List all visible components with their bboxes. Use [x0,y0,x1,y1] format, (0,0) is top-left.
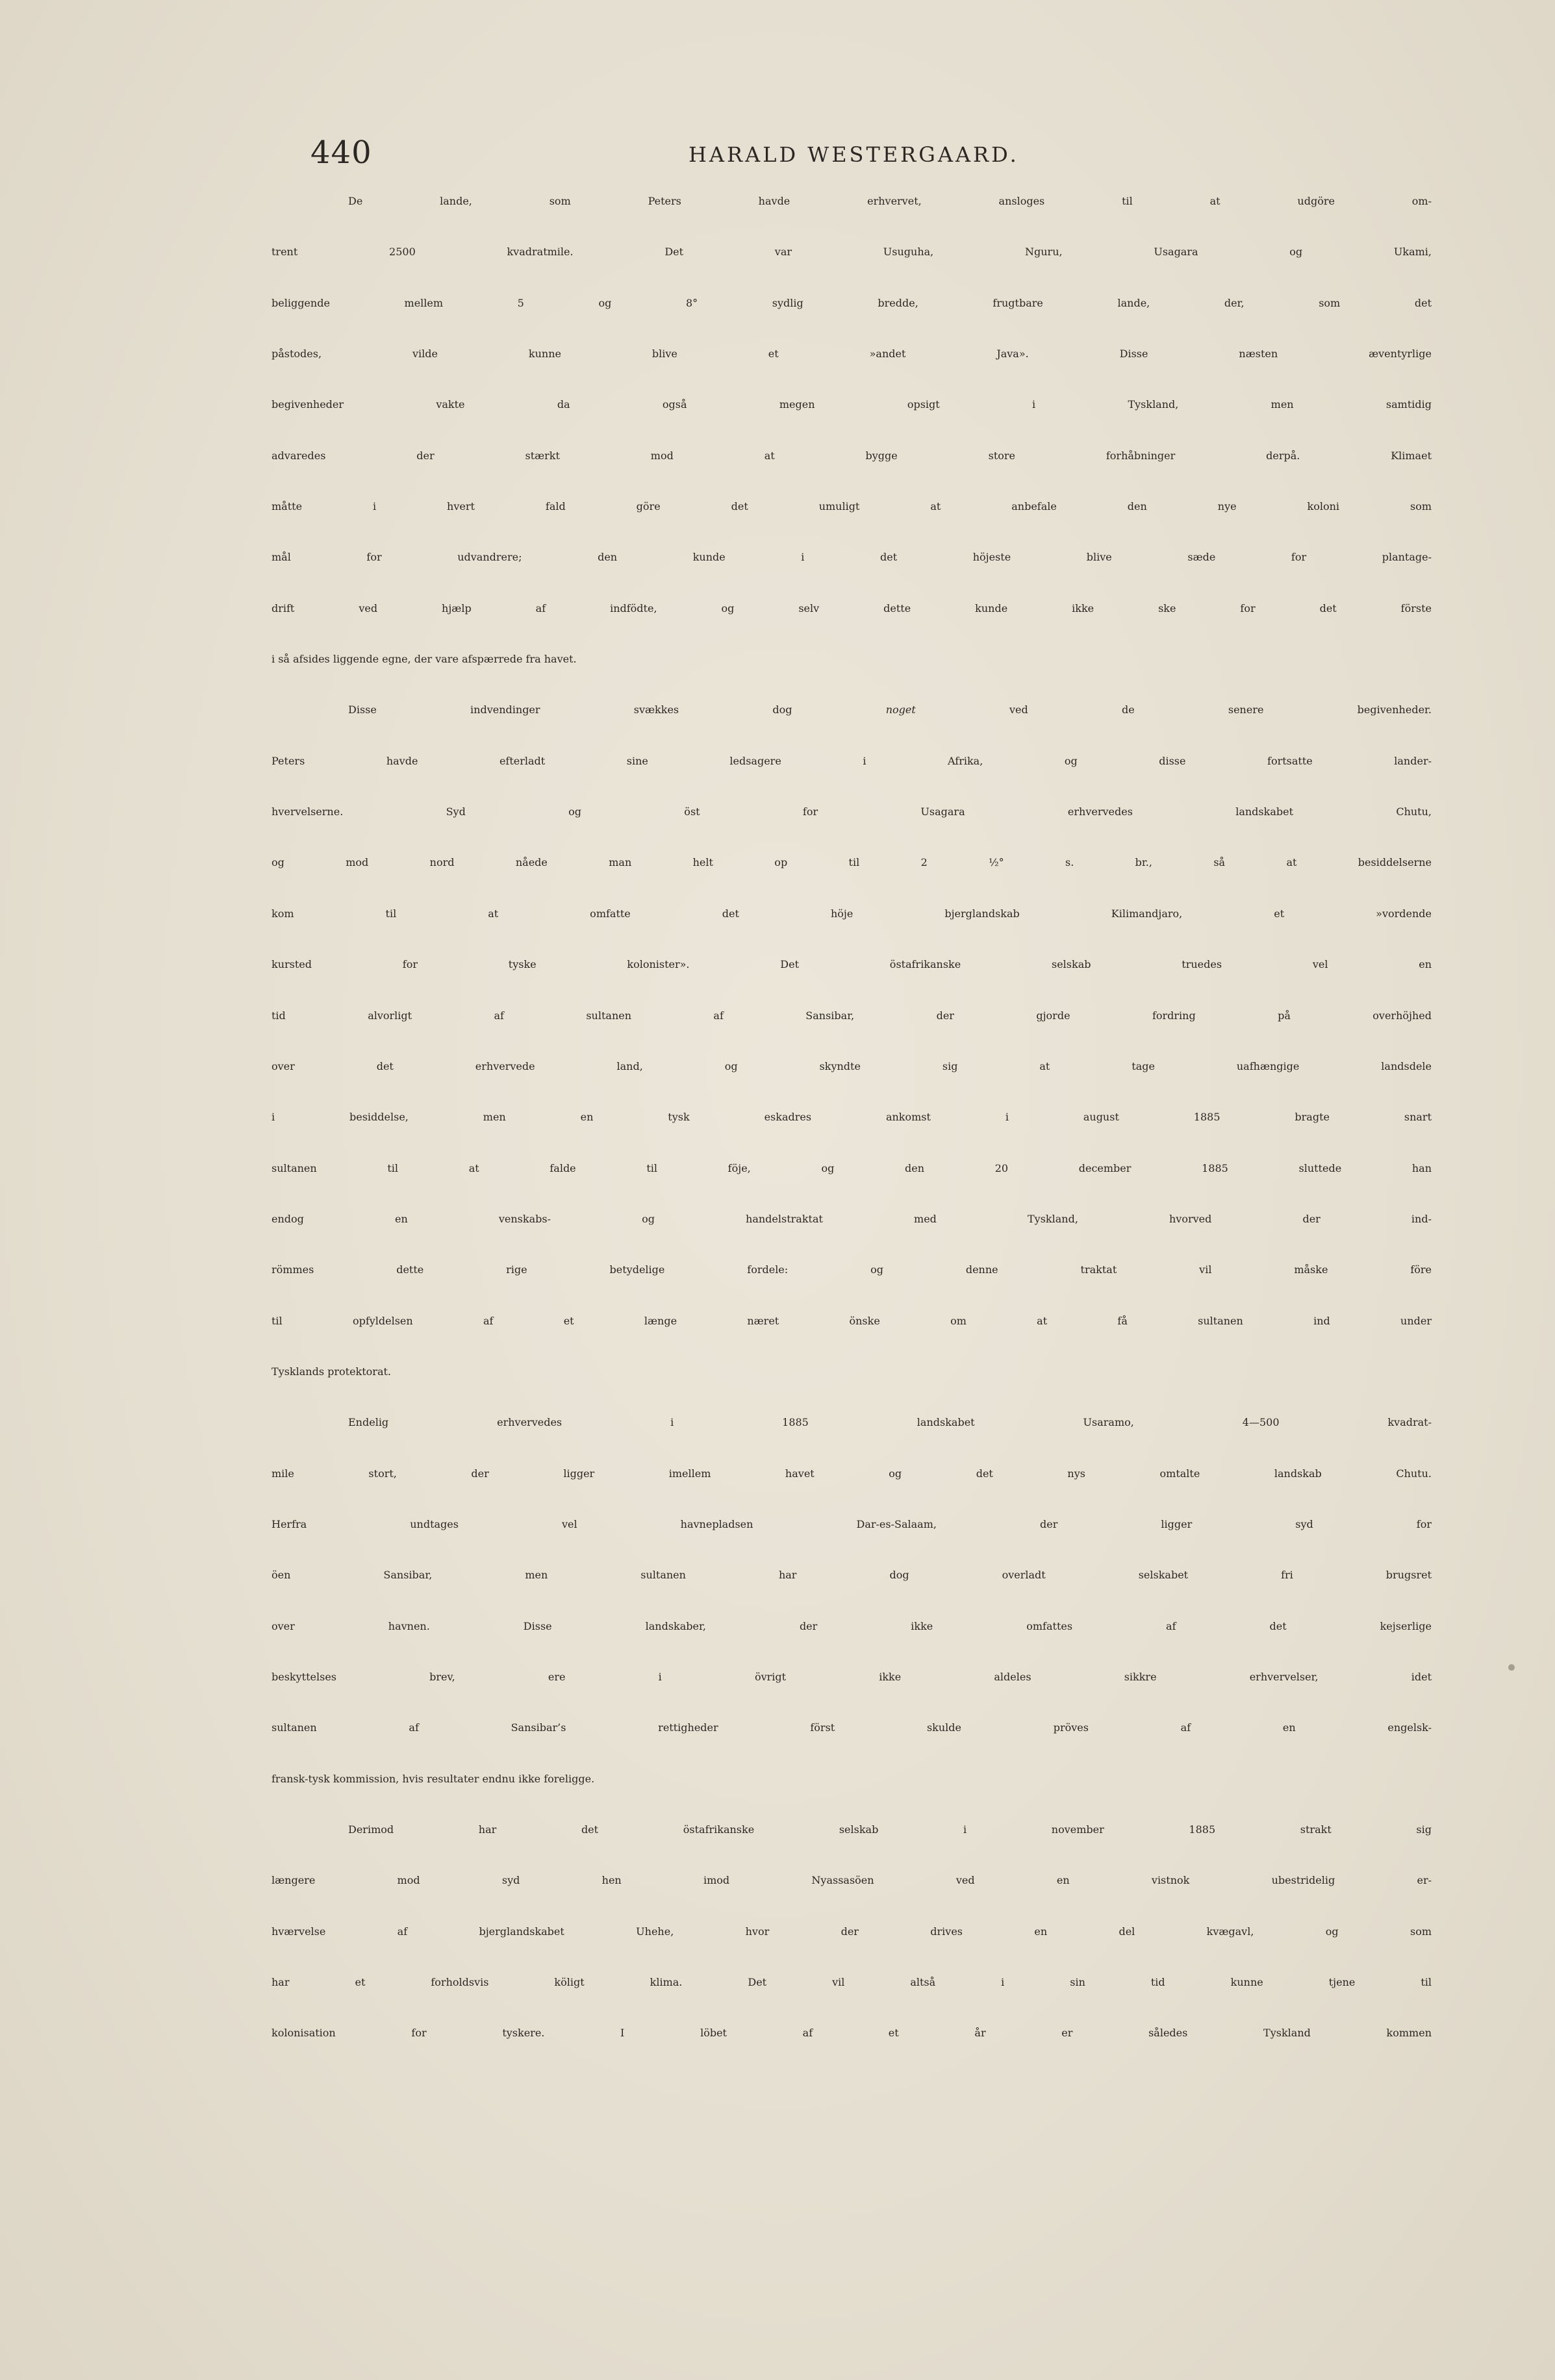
text-line: hværvelse af bjerglandskabet Uhehe, hvor der drives en del kvægavl, og som [272,1925,1432,1938]
text-line: Derimod har det östafrikanske selskab i november 1885 strakt sig [348,1823,1432,1836]
text-line: sultanen til at falde til föje, og den 20 december 1885 sluttede han [272,1161,1432,1174]
text-line: beliggende mellem 5 og 8° sydlig bredde, frugtbare lande, der, som det [272,296,1432,309]
text-line: længere mod syd hen imod Nyassasöen ved en vistnok ubestridelig er- [272,1874,1432,1887]
text-line: begivenheder vakte da også megen opsigt i Tyskland, men samtidig [272,398,1432,411]
text-line: kom til at omfatte det höje bjerglandskab Kilimandjaro, et »vordende [272,907,1432,920]
text-line: beskyttelses brev, ere i övrigt ikke aldeles sikkre erhvervelser, idet [272,1670,1432,1683]
text-line: Peters havde efterladt sine ledsagere i Afrika, og disse fortsatte lander- [272,754,1432,767]
running-head: HARALD WESTERGAARD. [689,142,1019,167]
text-line: trent 2500 kvadratmile. Det var Usuguha, Nguru, Usagara og Ukami, [272,246,1432,259]
text-line: drift ved hjælp af indfödte, og selv dette kunde ikke ske for det förste [272,601,1432,614]
page-header [273,130,1429,175]
text-line: hvervelserne. Syd og öst for Usagara erhvervedes landskabet Chutu, [272,805,1432,818]
text-line: sultanen af Sansibar’s rettigheder först skulde pröves af en engelsk- [272,1721,1432,1734]
text-line: i så afsides liggende egne, der vare afspærrede fra havet. [272,653,577,666]
text-line: öen Sansibar, men sultanen har dog overladt selskabet fri brugsret [272,1569,1432,1582]
text-line: Disse indvendinger svækkes dog noget ved de senere begivenheder. [348,703,1432,716]
text-line: og mod nord nåede man helt op til 2 ½° s. br., så at besiddelserne [272,856,1432,869]
text-line: Herfra undtages vel havnepladsen Dar-es-Salaam, der ligger syd for [272,1517,1432,1530]
text-line: kursted for tyske kolonister». Det östafrikanske selskab truedes vel en [272,958,1432,971]
text-line: kolonisation for tyskere. I löbet af et år er således Tyskland kommen [272,2027,1432,2040]
text-line: har et forholdsvis köligt klima. Det vil altså i sin tid kunne tjene til [272,1976,1432,1989]
text-line: måtte i hvert fald göre det umuligt at anbefale den nye koloni som [272,500,1432,513]
text-line: mile stort, der ligger imellem havet og det nys omtalte landskab Chutu. [272,1467,1432,1480]
body-text [272,195,1432,2078]
italic-word: noget [885,703,916,716]
text-line: Tysklands protektorat. [272,1365,391,1378]
text-line: til opfyldelsen af et længe næret önske om at få sultanen ind under [272,1314,1432,1327]
text-line: Endelig erhvervedes i 1885 landskabet Usaramo, 4—500 kvadrat- [348,1416,1432,1429]
text-line: i besiddelse, men en tysk eskadres ankomst i august 1885 bragte snart [272,1111,1432,1124]
text-line: over havnen. Disse landskaber, der ikke omfattes af det kejserlige [272,1619,1432,1632]
text-line: fransk-tysk kommission, hvis resultater endnu ikke foreligge. [272,1772,595,1785]
paper-speck [1508,1664,1515,1671]
page-number: 440 [310,134,372,171]
text-line: tid alvorligt af sultanen af Sansibar, der gjorde fordring på overhöjhed [272,1009,1432,1022]
text-line: römmes dette rige betydelige fordele: og denne traktat vil måske före [272,1263,1432,1276]
text-line: De lande, som Peters havde erhvervet, ansloges til at udgöre om- [348,195,1432,207]
text-line: endog en venskabs- og handelstraktat med Tyskland, hvorved der ind- [272,1212,1432,1225]
text-line: advaredes der stærkt mod at bygge store forhåbninger derpå. Klimaet [272,449,1432,462]
text-line: påstodes, vilde kunne blive et »andet Java». Disse næsten æventyrlige [272,348,1432,361]
text-line: over det erhvervede land, og skyndte sig at tage uafhængige landsdele [272,1059,1432,1072]
text-line: mål for udvandrere; den kunde i det höjeste blive sæde for plantage- [272,551,1432,564]
